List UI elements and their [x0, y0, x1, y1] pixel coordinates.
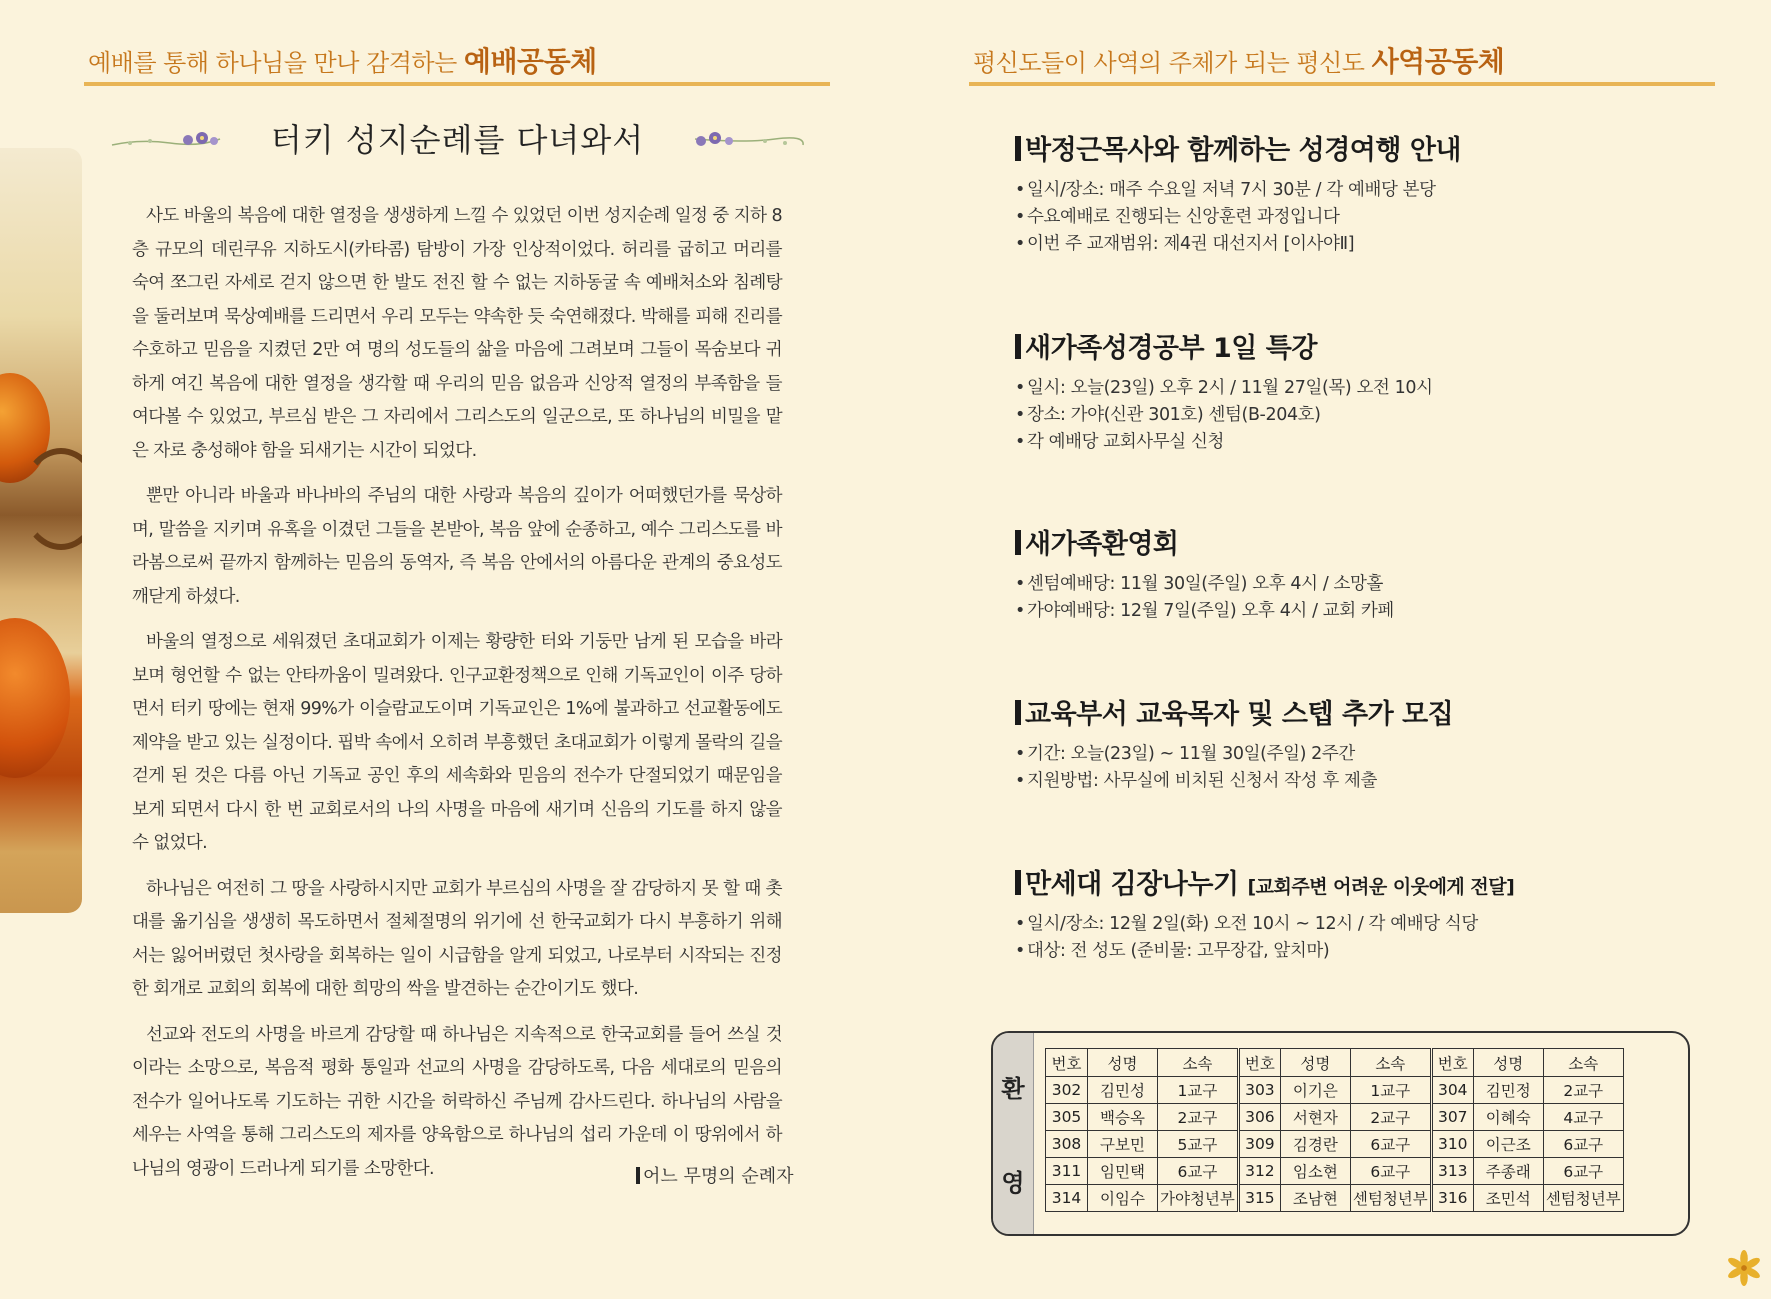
- table-cell: 5교구: [1158, 1131, 1239, 1158]
- article-paragraph: 뿐만 아니라 바울과 바나바의 주님의 대한 사랑과 복음의 깊이가 어떠했던가를 묵상하며, 말씀을 지키며 유혹을 이겼던 그들을 본받아, 복음 앞에 순종하고, 예수 그리스도를 바라봄으로써 끝까지 함께하는 믿음의 동역자, 즉 복음 안에서의 아름다운 관계의 중요성도 깨닫게 하셨다.: [132, 486, 782, 607]
- notice-item: • 지원방법: 사무실에 비치된 신청서 작성 후 제출: [1015, 768, 1735, 795]
- welcome-table: [1045, 1048, 1624, 1212]
- title-bar-icon: [1015, 136, 1021, 161]
- table-cell: 이임수: [1088, 1185, 1158, 1212]
- table-cell: 센텀청년부: [1350, 1185, 1431, 1212]
- table-header-row: [1046, 1049, 1624, 1077]
- left-header-rule: [84, 82, 830, 86]
- table-cell: 314: [1046, 1185, 1088, 1212]
- table-cell: 이기은: [1280, 1077, 1350, 1104]
- table-cell: 6교구: [1350, 1131, 1431, 1158]
- right-header-rule: [969, 82, 1715, 86]
- table-cell: 315: [1238, 1185, 1280, 1212]
- table-cell: 309: [1238, 1131, 1280, 1158]
- table-cell: 가야청년부: [1158, 1185, 1239, 1212]
- signature-text: 어느 무명의 순례자: [643, 1166, 794, 1187]
- title-bar-icon: [1015, 700, 1021, 725]
- notice-title: 새가족성경공부 1일 특강: [1015, 326, 1735, 365]
- notice-item: • 기간: 오늘(23일) ~ 11월 30일(주일) 2주간: [1015, 741, 1735, 768]
- table-cell: 1교구: [1350, 1077, 1431, 1104]
- notice-item: • 센텀예배당: 11월 30일(주일) 오후 4시 / 소망홀: [1015, 571, 1735, 598]
- table-cell: 구보민: [1088, 1131, 1158, 1158]
- decorative-pumpkin-photo: [0, 148, 82, 913]
- table-cell: 임소현: [1280, 1158, 1350, 1185]
- table-cell: 임민택: [1088, 1158, 1158, 1185]
- flower-ornament-icon: [685, 125, 805, 155]
- table-cell: 313: [1431, 1158, 1473, 1185]
- table-cell: 308: [1046, 1131, 1088, 1158]
- notice-bible-trip: [1015, 128, 1735, 258]
- left-header-highlight: 예배공동체: [463, 45, 597, 78]
- table-row: [1046, 1131, 1624, 1158]
- title-bar-icon: [1015, 530, 1021, 555]
- article-body: [132, 200, 782, 1198]
- table-cell: 이근조: [1473, 1131, 1543, 1158]
- table-row: [1046, 1104, 1624, 1131]
- table-cell: 조민석: [1473, 1185, 1543, 1212]
- table-cell: 316: [1431, 1185, 1473, 1212]
- table-header-cell: 번호: [1238, 1049, 1280, 1077]
- table-cell: 4교구: [1543, 1104, 1623, 1131]
- table-cell: 김민정: [1473, 1077, 1543, 1104]
- notice-title: 만세대 김장나누기 [교회주변 어려운 이웃에게 전달]: [1015, 862, 1735, 901]
- table-cell: 305: [1046, 1104, 1088, 1131]
- title-bar-icon: [1015, 870, 1021, 895]
- welcome-newcomers-box: [991, 1031, 1690, 1236]
- article-paragraph: 바울의 열정으로 세워졌던 초대교회가 이제는 황량한 터와 기둥만 남게 된 모습을 바라보며 형언할 수 없는 안타까움이 밀려왔다. 인구교환정책으로 인해 기독교인이 이주 당하면서 터키 땅에는 현재 99%가 이슬람교도이며 기독교인은 1%에 불과하고 선교활동에도 제약을 받고 있는 실정이다. 핍박 속에서 오히려 부흥했던 초대교회가 이렇게 몰락의 길을 걷게 된 것은 다름 아닌 기독교 공인 후의 세속화와 믿음의 전수가 단절되었기 때문임을 보게 되면서 다시 한 번 교회로서의 나의 사명을 마음에 새기며 신음의 기도를 하지 않을 수 없었다.: [132, 632, 782, 853]
- notice-item: • 일시: 오늘(23일) 오후 2시 / 11월 27일(목) 오전 10시: [1015, 375, 1735, 402]
- welcome-side-label: [993, 1033, 1034, 1234]
- table-cell: 2교구: [1543, 1077, 1623, 1104]
- table-cell: 6교구: [1543, 1158, 1623, 1185]
- table-cell: 서현자: [1280, 1104, 1350, 1131]
- article-paragraph: 사도 바울의 복음에 대한 열정을 생생하게 느낄 수 있었던 이번 성지순례 일정 중 지하 8층 규모의 데린쿠유 지하도시(카타콤) 탐방이 가장 인상적이었다. 허리를 굽히고 머리를 숙여 쪼그린 자세로 걷지 않으면 한 발도 전진 할 수 없는 지하동굴 속 예배처소와 침례탕을 둘러보며 묵상예배를 드리면서 우리 모두는 약속한 듯 숙연해졌다. 박해를 피해 진리를 수호하고 믿음을 지켰던 2만 여 명의 성도들의 삶을 마음에 그려보며 그들이 목숨보다 귀하게 여긴 복음에 대한 열정을 생각할 때 우리의 믿음 없음과 신앙적 열정의 부족함을 들여다볼 수 있었고, 부르심 받은 그 자리에서 그리스도의 일군으로, 또 하나님의 비밀을 맡은 자로 충성해야 함을 되새기는 시간이 되었다.: [132, 206, 782, 461]
- article-title: 터키 성지순례를 다녀와서: [270, 121, 645, 159]
- table-cell: 주종래: [1473, 1158, 1543, 1185]
- table-cell: 6교구: [1158, 1158, 1239, 1185]
- notice-kimchi-sharing: [1015, 862, 1735, 965]
- article-paragraph: 하나님은 여전히 그 땅을 사랑하시지만 교회가 부르심의 사명을 잘 감당하지 못 할 때 촛대를 옮기심을 생생히 목도하면서 절체절명의 위기에 선 한국교회가 다시 부흥하기 위해서는 잃어버렸던 첫사랑을 회복하는 일이 시급함을 알게 되었고, 나로부터 시작되는 진정한 회개로 교회의 회복에 대한 희망의 싹을 발견하는 순간이기도 했다.: [132, 878, 782, 999]
- table-cell: 303: [1238, 1077, 1280, 1104]
- table-cell: 302: [1046, 1077, 1088, 1104]
- table-header-cell: 성명: [1280, 1049, 1350, 1077]
- table-cell: 6교구: [1350, 1158, 1431, 1185]
- table-row: [1046, 1185, 1624, 1212]
- table-cell: 306: [1238, 1104, 1280, 1131]
- left-header-prefix: 예배를 통해 하나님을 만나 감격하는: [88, 49, 457, 77]
- welcome-label-bottom: 영: [1001, 1169, 1025, 1197]
- article-signature: [636, 1162, 794, 1188]
- table-cell: 센텀청년부: [1543, 1185, 1623, 1212]
- notice-item: • 장소: 가야(신관 301호) 센텀(B-204호): [1015, 402, 1735, 429]
- notice-item: • 이번 주 교재범위: 제4권 대선지서 [이사야Ⅱ]: [1015, 231, 1735, 258]
- notice-item: • 수요예배로 진행되는 신앙훈련 과정입니다: [1015, 204, 1735, 231]
- table-cell: 307: [1431, 1104, 1473, 1131]
- notice-newcomer-welcome: [1015, 522, 1735, 625]
- notice-title: 새가족환영회: [1015, 522, 1735, 561]
- table-row: [1046, 1077, 1624, 1104]
- table-cell: 2교구: [1350, 1104, 1431, 1131]
- table-header-cell: 번호: [1046, 1049, 1088, 1077]
- table-cell: 6교구: [1543, 1131, 1623, 1158]
- table-header-cell: 번호: [1431, 1049, 1473, 1077]
- right-header-highlight: 사역공동체: [1371, 45, 1505, 78]
- table-cell: 2교구: [1158, 1104, 1239, 1131]
- notice-item: • 일시/장소: 매주 수요일 저녁 7시 30분 / 각 예배당 본당: [1015, 177, 1735, 204]
- table-header-cell: 소속: [1350, 1049, 1431, 1077]
- signature-bar-icon: [636, 1167, 640, 1184]
- table-header-cell: 소속: [1158, 1049, 1239, 1077]
- table-header-cell: 성명: [1473, 1049, 1543, 1077]
- notice-staff-recruit: [1015, 692, 1735, 795]
- notice-item: • 각 예배당 교회사무실 신청: [1015, 429, 1735, 456]
- article-paragraph: 선교와 전도의 사명을 바르게 감당할 때 하나님은 지속적으로 한국교회를 들어 쓰실 것이라는 소망으로, 복음적 평화 통일과 선교의 사명을 감당하도록, 다음 세대로의 믿음의 전수가 일어나도록 기도하는 귀한 시간을 허락하신 주님께 감사드린다. 하나님의 사람을 세우는 사역을 통해 그리스도의 제자를 양육함으로 하나님의 섭리 가운데 이 땅위에서 하나님의 영광이 드러나게 되기를 소망한다.: [132, 1024, 782, 1179]
- table-header-cell: 성명: [1088, 1049, 1158, 1077]
- corner-flower-icon: [1725, 1249, 1763, 1287]
- notice-title: 박정근목사와 함께하는 성경여행 안내: [1015, 128, 1735, 167]
- table-cell: 1교구: [1158, 1077, 1239, 1104]
- table-cell: 312: [1238, 1158, 1280, 1185]
- left-page: [0, 0, 885, 1299]
- notice-title: 교육부서 교육목자 및 스텝 추가 모집: [1015, 692, 1735, 731]
- title-bar-icon: [1015, 334, 1021, 359]
- table-cell: 이혜숙: [1473, 1104, 1543, 1131]
- notice-item: • 대상: 전 성도 (준비물: 고무장갑, 앞치마): [1015, 938, 1735, 965]
- table-header-cell: 소속: [1543, 1049, 1623, 1077]
- notice-newcomer-study: [1015, 326, 1735, 456]
- article-title-area: [110, 115, 805, 165]
- table-cell: 김경란: [1280, 1131, 1350, 1158]
- table-cell: 조남현: [1280, 1185, 1350, 1212]
- table-cell: 310: [1431, 1131, 1473, 1158]
- table-row: [1046, 1158, 1624, 1185]
- notice-item: • 가야예배당: 12월 7일(주일) 오후 4시 / 교회 카페: [1015, 598, 1735, 625]
- table-cell: 304: [1431, 1077, 1473, 1104]
- notice-item: • 일시/장소: 12월 2일(화) 오전 10시 ~ 12시 / 각 예배당 식당: [1015, 911, 1735, 938]
- table-cell: 311: [1046, 1158, 1088, 1185]
- welcome-label-top: 환: [1001, 1075, 1025, 1103]
- table-cell: 백승옥: [1088, 1104, 1158, 1131]
- table-cell: 김민성: [1088, 1077, 1158, 1104]
- right-header-prefix: 평신도들이 사역의 주체가 되는 평신도: [973, 49, 1365, 77]
